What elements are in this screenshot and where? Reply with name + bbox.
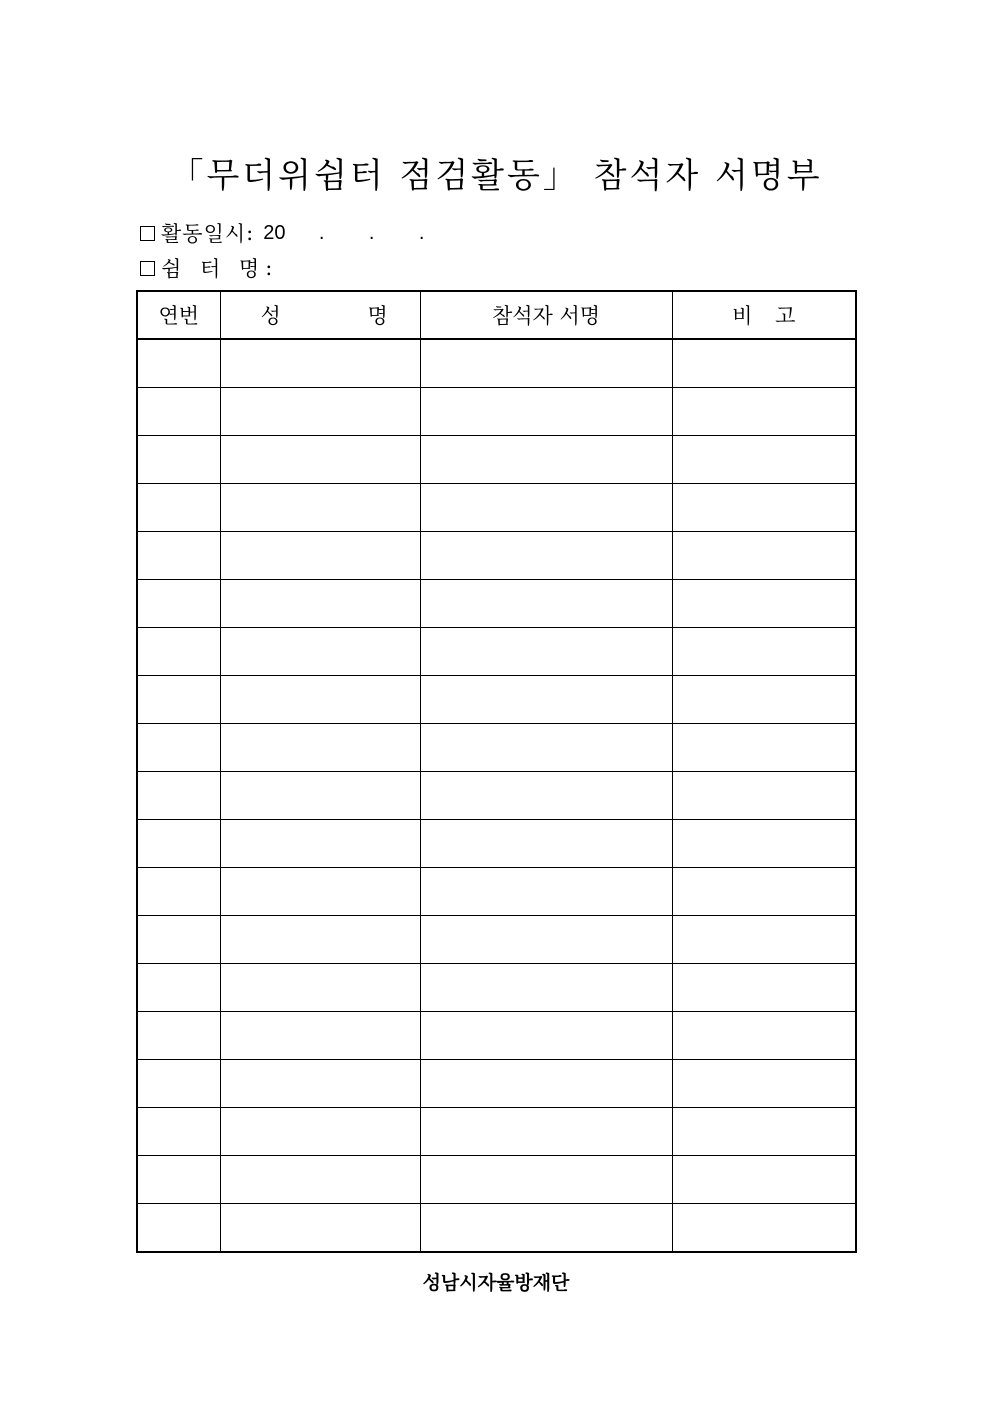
cell-no[interactable]: [137, 820, 220, 868]
cell-signature[interactable]: [420, 1108, 672, 1156]
cell-signature[interactable]: [420, 868, 672, 916]
table-row: [137, 580, 856, 628]
cell-note[interactable]: [672, 916, 856, 964]
cell-signature[interactable]: [420, 532, 672, 580]
cell-no[interactable]: [137, 339, 220, 388]
cell-no[interactable]: [137, 964, 220, 1012]
cell-note[interactable]: [672, 1012, 856, 1060]
cell-signature[interactable]: [420, 484, 672, 532]
cell-name[interactable]: [220, 628, 420, 676]
cell-no[interactable]: [137, 1060, 220, 1108]
cell-note[interactable]: [672, 580, 856, 628]
cell-name[interactable]: [220, 820, 420, 868]
attendee-signature-table: [136, 290, 857, 1253]
header-signature: 참석자 서명: [420, 291, 672, 339]
cell-signature[interactable]: [420, 580, 672, 628]
cell-note[interactable]: [672, 724, 856, 772]
cell-no[interactable]: [137, 676, 220, 724]
cell-name[interactable]: [220, 339, 420, 388]
cell-name[interactable]: [220, 1108, 420, 1156]
table-row: [137, 1204, 856, 1253]
cell-name[interactable]: [220, 724, 420, 772]
cell-name[interactable]: [220, 436, 420, 484]
header-no: 연번: [137, 291, 220, 339]
cell-signature[interactable]: [420, 388, 672, 436]
cell-note[interactable]: [672, 484, 856, 532]
cell-no[interactable]: [137, 916, 220, 964]
cell-note[interactable]: [672, 339, 856, 388]
cell-no[interactable]: [137, 436, 220, 484]
cell-no[interactable]: [137, 388, 220, 436]
cell-no[interactable]: [137, 1012, 220, 1060]
table-row: [137, 1156, 856, 1204]
activity-date-field: [140, 220, 424, 246]
cell-note[interactable]: [672, 1108, 856, 1156]
cell-signature[interactable]: [420, 676, 672, 724]
date-colon: :: [246, 221, 254, 245]
cell-name[interactable]: [220, 388, 420, 436]
cell-note[interactable]: [672, 820, 856, 868]
table-row: [137, 724, 856, 772]
date-label: 활동일시: [161, 222, 247, 246]
cell-name[interactable]: [220, 1204, 420, 1253]
cell-signature[interactable]: [420, 1012, 672, 1060]
cell-note[interactable]: [672, 628, 856, 676]
cell-name[interactable]: [220, 916, 420, 964]
cell-no[interactable]: [137, 1156, 220, 1204]
cell-no[interactable]: [137, 724, 220, 772]
table-row: [137, 628, 856, 676]
cell-note[interactable]: [672, 676, 856, 724]
cell-note[interactable]: [672, 1156, 856, 1204]
cell-name[interactable]: [220, 1060, 420, 1108]
cell-signature[interactable]: [420, 916, 672, 964]
cell-no[interactable]: [137, 1108, 220, 1156]
cell-signature[interactable]: [420, 964, 672, 1012]
table-row: [137, 916, 856, 964]
cell-name[interactable]: [220, 1156, 420, 1204]
header-note: 비 고: [672, 291, 856, 339]
shelter-checkbox[interactable]: [140, 261, 155, 276]
table-header-row: [137, 291, 856, 339]
document-title: 「무더위쉼터 점검활동」 참석자 서명부: [169, 156, 823, 196]
cell-signature[interactable]: [420, 1204, 672, 1253]
cell-name[interactable]: [220, 532, 420, 580]
cell-signature[interactable]: [420, 628, 672, 676]
cell-no[interactable]: [137, 532, 220, 580]
table-row: [137, 676, 856, 724]
table-row: [137, 1060, 856, 1108]
cell-name[interactable]: [220, 484, 420, 532]
cell-note[interactable]: [672, 1060, 856, 1108]
cell-signature[interactable]: [420, 820, 672, 868]
table-row: [137, 532, 856, 580]
cell-name[interactable]: [220, 772, 420, 820]
table-row: [137, 1012, 856, 1060]
cell-note[interactable]: [672, 868, 856, 916]
shelter-label: 쉼 터 명: [161, 257, 266, 281]
date-value[interactable]: 20 . . .: [263, 221, 425, 244]
cell-note[interactable]: [672, 388, 856, 436]
cell-no[interactable]: [137, 1204, 220, 1253]
cell-no[interactable]: [137, 868, 220, 916]
table-row: [137, 436, 856, 484]
cell-signature[interactable]: [420, 772, 672, 820]
cell-signature[interactable]: [420, 1060, 672, 1108]
cell-note[interactable]: [672, 1204, 856, 1253]
organization-name: 성남시자율방재단: [422, 1272, 570, 1294]
cell-name[interactable]: [220, 580, 420, 628]
cell-signature[interactable]: [420, 339, 672, 388]
table-row: [137, 339, 856, 388]
cell-name[interactable]: [220, 964, 420, 1012]
cell-no[interactable]: [137, 772, 220, 820]
table-row: [137, 868, 856, 916]
table-row: [137, 964, 856, 1012]
table-body: [137, 339, 856, 1252]
cell-note[interactable]: [672, 964, 856, 1012]
cell-signature[interactable]: [420, 436, 672, 484]
shelter-colon: :: [265, 256, 273, 280]
cell-signature[interactable]: [420, 724, 672, 772]
cell-name[interactable]: [220, 676, 420, 724]
date-checkbox[interactable]: [140, 226, 155, 241]
shelter-name-field: [140, 255, 282, 281]
table-row: [137, 484, 856, 532]
table-row: [137, 388, 856, 436]
cell-no[interactable]: [137, 628, 220, 676]
cell-note[interactable]: [672, 772, 856, 820]
cell-no[interactable]: [137, 580, 220, 628]
cell-note[interactable]: [672, 532, 856, 580]
table-row: [137, 1108, 856, 1156]
cell-note[interactable]: [672, 436, 856, 484]
cell-no[interactable]: [137, 484, 220, 532]
table-row: [137, 772, 856, 820]
table-row: [137, 820, 856, 868]
cell-signature[interactable]: [420, 1156, 672, 1204]
header-name: 성 명: [220, 291, 420, 339]
cell-name[interactable]: [220, 1012, 420, 1060]
cell-name[interactable]: [220, 868, 420, 916]
